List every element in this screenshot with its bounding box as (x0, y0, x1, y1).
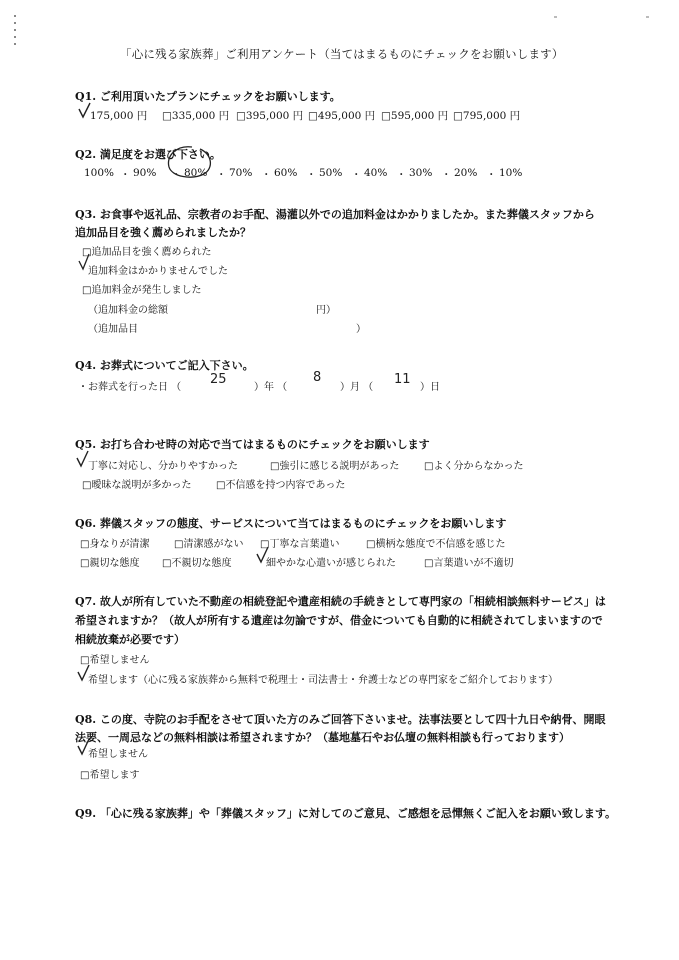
q5-check-mark-icon (76, 450, 92, 468)
q4-year-label: ）年 （ (254, 382, 288, 393)
q1-option-5[interactable]: □595,000 円 (381, 110, 449, 122)
q3-heading-line2: 追加品目を強く薦められましたか？ (75, 226, 251, 239)
q7-option-yes[interactable]: 希望します（心に残る家族葬から無料で税理士・司法書士・弁護士などの専門家をご紹介しております） (88, 675, 558, 686)
q2-sep: ・ (171, 169, 182, 181)
q6-check-mark-icon (256, 546, 272, 564)
q3-heading-line1: Q3. お食事や返礼品、宗教者のお手配、湯灌以外での追加料金はかかりましたか。また葬儀スタッフから (75, 208, 595, 221)
q5-option-unclear[interactable]: □よく分からなかった (424, 461, 524, 472)
q3-option-3[interactable]: □追加料金が発生しました (82, 285, 202, 296)
q8-check-mark-icon (77, 738, 93, 756)
q2-option-80[interactable]: 80% (184, 167, 208, 179)
q1-option-3[interactable]: □395,000 円 (236, 110, 304, 122)
q2-sep: ・ (306, 169, 317, 181)
q1-check-mark-icon (78, 102, 94, 120)
q4-day-label: ）日 (420, 382, 440, 393)
q2-sep: ・ (261, 169, 272, 181)
q2-option-90[interactable]: 90% (133, 167, 157, 179)
scan-speck (646, 16, 649, 18)
q3-items-close: ） (356, 324, 366, 335)
q2-sep: ・ (351, 169, 362, 181)
survey-title: 「心に残る家族葬」ご利用アンケート（当てはまるものにチェックをお願いします） (120, 47, 564, 61)
q2-selection-circle-icon (162, 142, 218, 184)
q4-month-label: ）月 （ (340, 382, 374, 393)
q3-check-mark-icon (78, 253, 94, 271)
q6-option-unkind[interactable]: □不親切な態度 (162, 558, 232, 569)
q2-option-100[interactable]: 100% (84, 167, 115, 179)
q1-option-4[interactable]: □495,000 円 (308, 110, 376, 122)
q5-option-vague[interactable]: □曖昧な説明が多かった (82, 480, 192, 491)
q2-option-10[interactable]: 10% (499, 167, 523, 179)
q3-option-1[interactable]: □追加品目を強く薦められた (82, 247, 212, 258)
q5-option-distrust[interactable]: □不信感を持つ内容であった (216, 480, 346, 491)
q2-option-30[interactable]: 30% (409, 167, 433, 179)
q6-option-arrogant[interactable]: □横柄な態度で不信感を感じた (366, 539, 506, 550)
q3-amount-label: （追加料金の総額 (88, 305, 168, 316)
q2-sep: ・ (396, 169, 407, 181)
q7-heading-line2: 希望されますか？（故人が所有する遺産は勿論ですが、借金についても自動的に相続されてしまいますので (75, 614, 603, 627)
q8-heading-line2: 法要、一周忌などの無料相談は希望されますか？（墓地墓石やお仏壇の無料相談も行っております） (75, 731, 570, 744)
q2-sep: ・ (486, 169, 497, 181)
q2-scale (84, 167, 531, 182)
q4-heading: Q4. お葬式についてご記入下さい。 (75, 359, 254, 372)
q6-option-not-clean[interactable]: □清潔感がない (174, 539, 244, 550)
q8-heading-line1: Q8. この度、寺院のお手配をさせて頂いた方のみご回答下さいませ。法事法要として四十九日や納骨、開眼 (75, 713, 606, 726)
q6-heading: Q6. 葬儀スタッフの態度、サービスについて当てはまるものにチェックをお願いします (75, 517, 507, 530)
q5-heading: Q5. お打ち合わせ時の対応で当てはまるものにチェックをお願いします (75, 438, 430, 451)
q2-option-20[interactable]: 20% (454, 167, 478, 179)
q3-option-2[interactable]: 追加料金はかかりませんでした (88, 266, 228, 277)
q2-heading: Q2. 満足度をお選び下さい。 (75, 148, 221, 161)
q4-day-value[interactable]: 11 (394, 372, 411, 387)
q2-option-60[interactable]: 60% (274, 167, 298, 179)
scan-speck (554, 16, 557, 18)
q6-option-polite-words[interactable]: □丁寧な言葉遣い (260, 539, 340, 550)
q6-option-considerate[interactable]: 細やかな心遣いが感じられた (266, 558, 396, 569)
q2-option-40[interactable]: 40% (364, 167, 388, 179)
q1-option-6[interactable]: □795,000 円 (453, 110, 521, 122)
q5-option-pushy[interactable]: □強引に感じる説明があった (270, 461, 400, 472)
scan-margin-marks (14, 10, 20, 50)
q3-amount-unit: 円） (316, 305, 336, 316)
q9-comment-area[interactable] (75, 826, 595, 936)
q7-option-no[interactable]: □希望しません (80, 655, 150, 666)
q9-heading: Q9. 「心に残る家族葬」や「葬儀スタッフ」に対してのご意見、ご感想を忌憚無くご記入をお願い致します。 (75, 807, 617, 820)
q4-date-label: ・お葬式を行った日 （ (78, 382, 182, 393)
q8-option-no[interactable]: 希望しません (88, 749, 148, 760)
q2-sep: ・ (216, 169, 227, 181)
q4-year-value[interactable]: 25 (210, 372, 227, 387)
q6-option-rude-words[interactable]: □言葉遣いが不適切 (424, 558, 514, 569)
q7-heading-line1: Q7. 故人が所有していた不動産の相続登記や遺産相続の手続きとして専門家の「相続相談無料サービス」は (75, 595, 606, 608)
q7-heading-line3: 相続放棄が必要です） (75, 633, 185, 646)
q3-items-label: （追加品目 (88, 324, 138, 335)
q1-heading: Q1. ご利用頂いたプランにチェックをお願いします。 (75, 90, 341, 103)
q2-option-70[interactable]: 70% (229, 167, 253, 179)
q1-option-1[interactable]: 175,000 円 (90, 110, 148, 122)
q2-sep: ・ (441, 169, 452, 181)
q7-check-mark-icon (77, 664, 93, 682)
q2-option-50[interactable]: 50% (319, 167, 343, 179)
q6-option-clean[interactable]: □身なりが清潔 (80, 539, 150, 550)
q1-option-2[interactable]: □335,000 円 (162, 110, 230, 122)
q4-month-value[interactable]: 8 (313, 370, 322, 385)
q8-option-yes[interactable]: □希望します (80, 770, 140, 781)
q2-sep: ・ (120, 169, 131, 181)
q6-option-kind[interactable]: □親切な態度 (80, 558, 140, 569)
q5-option-polite[interactable]: 丁寧に対応し、分かりやすかった (88, 461, 238, 472)
